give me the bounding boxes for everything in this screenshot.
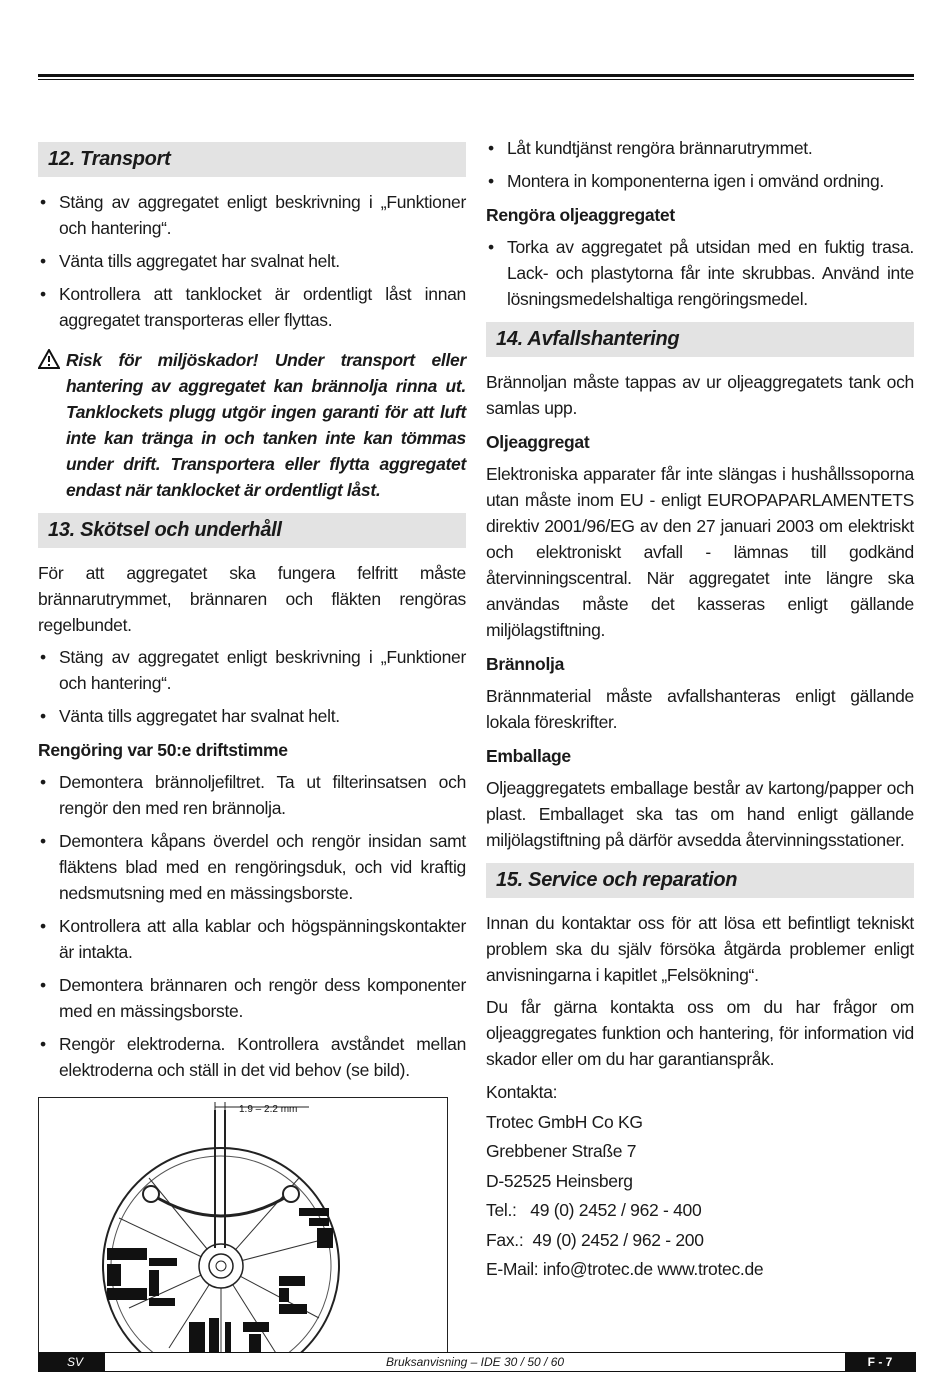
list-item: • Kontrollera att alla kablar och högspänningskontakter är intakta. xyxy=(38,913,466,965)
subheading-clean: Rengöra oljeaggregatet xyxy=(486,205,675,225)
maintenance-list xyxy=(38,769,466,1083)
list-item: • Torka av aggregatet på utsidan med en fuktig trasa. Lack- och plastytorna får inte skrubbas. Använd inte lösningsmedelshaltiga rengöringsmedel. xyxy=(486,234,914,312)
right-column xyxy=(486,132,914,1285)
section-13-list xyxy=(38,644,466,729)
right-top-list xyxy=(486,135,914,194)
section-13-intro: För att aggregatet ska fungera felfritt måste brännarutrymmet, brännaren och fläkten rengöras regelbundet. xyxy=(38,563,466,635)
bran-text: Brännmaterial måste avfallshanteras enligt gällande lokala föreskrifter. xyxy=(486,686,914,732)
contact-company: Trotec GmbH Co KG xyxy=(486,1111,643,1132)
emb-text: Oljeaggregatets emballage består av kartong/papper och plast. Emballaget ska tas om hand enligt gällande miljölagstiftning på därför avsedda återvinningsstationer. xyxy=(486,778,914,850)
electrode-figure xyxy=(38,1097,448,1353)
warning-text: Risk för miljöskador! Under transport eller hantering av aggregatet kan brännolja rinna ut. Tanklockets plugg utgör ingen garanti för att luft inte kan tränga in och tanken inte kan tömmas under drift. Transportera eller flytta aggregatet endast när tanklocket är ordentligt låst. xyxy=(66,350,466,500)
list-item: • Demontera brännoljefiltret. Ta ut filterinsatsen och rengör den med ren brännolja. xyxy=(38,769,466,821)
subheading-olje: Oljeaggregat xyxy=(486,432,590,452)
footer-language: SV xyxy=(39,1353,105,1371)
section-15-title: 15. Service och reparation xyxy=(486,863,914,898)
olje-text: Elektroniska apparater får inte slängas i hushållssoporna utan måste inom EU - enligt EUROPAPARLAMENTETS direktiv 2001/96/EG av den 27 januari 2003 om elektriskt och elektroniskt avfall - lämnas till godkänd återvinningscentral. När aggregatet inte längre ska användas måste det kasseras enligt gällande miljölagstiftning. xyxy=(486,464,914,640)
list-item: • Vänta tills aggregatet har svalnat helt. xyxy=(38,703,466,729)
section-13-title: 13. Skötsel och underhåll xyxy=(38,513,466,548)
contact-city: D-52525 Heinsberg xyxy=(486,1170,633,1191)
warning-icon xyxy=(38,349,60,369)
list-item: • Demontera kåpans överdel och rengör insidan samt fläktens blad med en rengöringsduk, och vid kraftig nedsmutsning med en mässingsborste. xyxy=(38,828,466,906)
contact-street: Grebbener Straße 7 xyxy=(486,1141,637,1161)
section-15-p1: Innan du kontaktar oss för att lösa ett befintligt tekniskt problem ska du själv försöka åtgärda problemer enligt anvisningarna i kapitlet „Felsökning“. xyxy=(486,913,914,985)
clean-list xyxy=(486,234,914,312)
burner-diagram xyxy=(39,1098,447,1352)
subheading-50h: Rengöring var 50:e driftstimme xyxy=(38,740,288,760)
section-12-title: 12. Transport xyxy=(38,142,466,177)
list-item: • Vänta tills aggregatet har svalnat helt. xyxy=(38,248,466,274)
dimension-label: 1.9 – 2.2 mm xyxy=(239,1104,298,1115)
list-item: • Stäng av aggregatet enligt beskrivning i „Funktioner och hantering“. xyxy=(38,644,466,696)
left-column xyxy=(38,132,466,1353)
section-14-title: 14. Avfallshantering xyxy=(486,322,914,357)
top-rule xyxy=(38,74,914,77)
list-item: • Rengör elektroderna. Kontrollera avståndet mellan elektroderna och ställ in det vid behov (se bild). xyxy=(38,1031,466,1083)
subheading-emb: Emballage xyxy=(486,746,571,766)
contact-fax: Fax.: 49 (0) 2452 / 962 - 200 xyxy=(486,1229,704,1250)
contact-email: E-Mail: info@trotec.de www.trotec.de xyxy=(486,1259,764,1279)
section-15-p2: Du får gärna kontakta oss om du har frågor om oljeaggregates funktion och hantering, för information vid skador eller om du har garantianspråk. xyxy=(486,997,914,1069)
list-item: • Stäng av aggregatet enligt beskrivning i „Funktioner och hantering“. xyxy=(38,189,466,241)
top-rule-thin xyxy=(38,79,914,80)
list-item: • Montera in komponenterna igen i omvänd ordning. xyxy=(486,168,914,194)
section-12-list xyxy=(38,189,466,333)
section-14-intro: Brännoljan måste tappas av ur oljeaggregatets tank och samlas upp. xyxy=(486,372,914,418)
list-item: • Kontrollera att tanklocket är ordentligt låst innan aggregatet transporteras eller flyttas. xyxy=(38,281,466,333)
list-item: • Demontera brännaren och rengör dess komponenter med en mässingsborste. xyxy=(38,972,466,1024)
page-footer xyxy=(38,1352,916,1372)
list-item: • Låt kundtjänst rengöra brännarutrymmet. xyxy=(486,135,914,161)
footer-page-number: F - 7 xyxy=(845,1353,915,1371)
footer-title: Bruksanvisning – IDE 30 / 50 / 60 xyxy=(385,1355,565,1369)
contact-phone: Tel.: 49 (0) 2452 / 962 - 400 xyxy=(486,1200,702,1220)
subheading-bran: Brännolja xyxy=(486,654,565,674)
warning-block xyxy=(38,347,466,503)
contact-label: Kontakta: xyxy=(486,1082,558,1102)
